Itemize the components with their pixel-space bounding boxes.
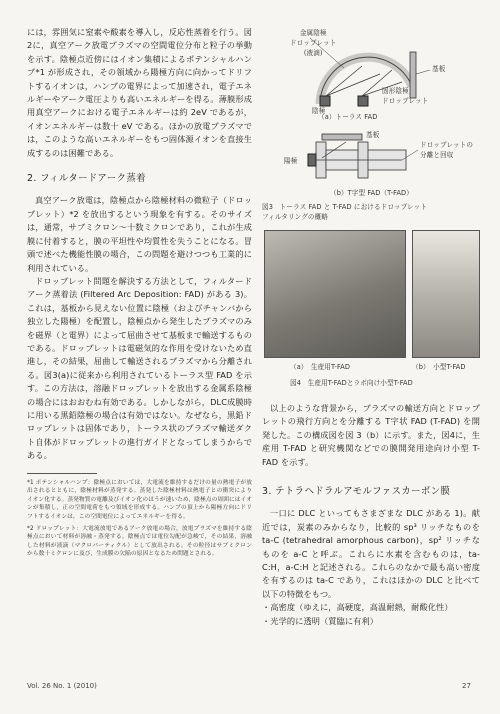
label-solid-droplet: 固形陰極 ドロップレット <box>382 87 429 105</box>
figure-3b <box>262 130 480 200</box>
figure-4 <box>262 230 480 378</box>
label-substrate-b: 基板 <box>366 131 380 139</box>
figure-3a <box>262 26 480 122</box>
caption-3a: （a）トーラス FAD <box>318 113 378 121</box>
label-substrate-a: 基板 <box>432 65 446 73</box>
caption-3b: （b）T字型 FAD（T-FAD） <box>330 189 413 197</box>
list-item: ・光学的に透明（質臨に有利） <box>262 615 379 626</box>
caption-4b: （b） 小型T-FAD <box>412 363 466 371</box>
paragraph-intro: には，雰囲気に窒素や酸素を導入し，反応性蒸着を行う。図2に，真空アーク放電プラズマの空間電位分布と粒子の挙動を示す。陰極点近傍にはイオン集積によるポテンシャルハンプ*1 が形成され，その領域から陽極方向に向かってドリフトするイオンは，ハンプの電界によって加速され，電子エネルギーやアーク電圧よりも高いエネルギーを得る。薄膜形成用真空アークにおける電子エネルギーは約 2eV であるが，イオンエネルギーは数十 eV である。ほかの放電プラズマでは，このような高いエネルギーをもつ固体源イオンを直接生成するのは困難である。 <box>27 27 252 158</box>
photo-production-t-fad <box>264 230 406 358</box>
figure-4-caption: 図4 生産用T-FADとラボ向け小型T-FAD <box>290 379 413 387</box>
footnote-2: *2 ドロップレット：大電流放電であるアーク放電の場合，放電プラズマを維持する陰極点において材料が溶融・蒸発する。陰極点では電位勾配が急峻で，その結果，溶融した材料が液滴（マクロパーティクル）として放出される。その粒径はサブミクロンから数十ミクロンに及び，生成膜の欠陥の原因となるため問題とされる。 <box>27 525 252 558</box>
photo-small-t-fad <box>412 230 480 358</box>
label-metal-droplet: 金属陰極 ドロップレット (液滴) <box>290 29 337 57</box>
paragraph-t-fad: 以上のような背景から，プラズマの輸送方向とドロップレットの飛行方向とを分離する T字状 FAD (T-FAD) を開発した。この構成図を図 3（b）に示す。また，図4に，生産用 T-FAD と研究機関などでの膜開発用途向け小型 T-FAD を示す。 <box>262 403 480 467</box>
paragraph-dlc: 一口に DLC といってもさまざまな DLC がある 1)。献近では，炭素のみからなり，比較的 sp³ リッチなものを ta-C (tetrahedral amorphous carbon)，sp² リッチなものを a-C と呼ぶ。これらに水素を含むものは，ta-C:H，a-C:H と記述される。これらのなかで最も高い密度を有するのは ta-C であり，これはほかの DLC と比べて以下の特徴をもつ。 <box>262 508 480 599</box>
label-cathode-a: 陰極 <box>312 107 326 115</box>
page-number: 27 <box>462 682 471 690</box>
footer-volume: Vol. 26 No. 1 (2010) <box>27 682 97 690</box>
footnote-divider <box>27 473 97 474</box>
section-heading-3: 3. テトラヘドラルアモルファスカーボン膜 <box>262 486 451 498</box>
paragraph-fad: ドロップレット問題を解決する方法として，フィルタードアーク蒸着法 (Filtered Arc Deposition: FAD) がある 3)。これは，基板から見えない位置に陰極（およびチャンバから独立した陽極）を配置し，陰極点から発生したプラズマのみを磁界（と電界）によって屈曲させて基板まで輸送するものである。ドロップレットは電磁気的な作用を受けないため直進し，その結果，屈曲して輸送されるプラズマから分離される。図3(a)に従来から利用されているトーラス型 FAD を示す。この方法は，溶融ドロップレットを放出する金属系陰極の場合にはおおむね有効である。しかしながら，DLC成膜時に用いる黒鉛陰極の場合は有効ではない。なぜなら，黒鉛ドロップレットは固体であり，トーラス状のプラズマ輸送ダクト自体がドロップレットの進行ガイドとなってしまうからである。 <box>27 275 252 461</box>
paragraph-droplet: 真空アーク放電は，陰極点から陰極材料の微粒子（ドロップレット）*2 を放出するという現象を有する。そのサイズは，通常，サブミクロン～十数ミクロンであり，これが生成膜に付着すると，膜の平坦性や均質性を失うことになる。冒頭で述べた機能性膜の場合，この問題を避けつつも工業的に利用されている。 <box>27 195 252 273</box>
right-column <box>262 26 480 628</box>
footnote-1: *1 ポテンシャルハンプ：陰極点においては，大電流を維持するだけの量の熱電子が放出されるとともに，陰極材料が蒸発する。蒸発した陰極材料は熱電子との衝突によりイオン化する。蒸発物質の電離及びイオン化のほうが速いため，陰極点の周囲にはイオンが集積し，正の空間電荷をもつ領域を形成する。ハンプの頂上から陽極方向にドリフトするイオンは，この空間電位によってエネルギーを得る。 <box>27 479 252 520</box>
list-item: ・高密度（ゆえに，高硬度，高温耐熱，耐酸化性） <box>262 602 453 613</box>
label-droplet-separation: ドロップレットの 分離と回収 <box>420 141 474 159</box>
left-column <box>27 26 252 559</box>
caption-4a: （a） 生産用T-FAD <box>290 363 351 371</box>
figure-3-caption: 図3 トーラス FAD と T-FAD におけるドロップレット フィルタリングの概略 <box>262 203 428 221</box>
label-anode: 陽極 <box>284 157 298 165</box>
section-heading-2: 2. フィルタードアーク蒸着 <box>27 173 146 185</box>
